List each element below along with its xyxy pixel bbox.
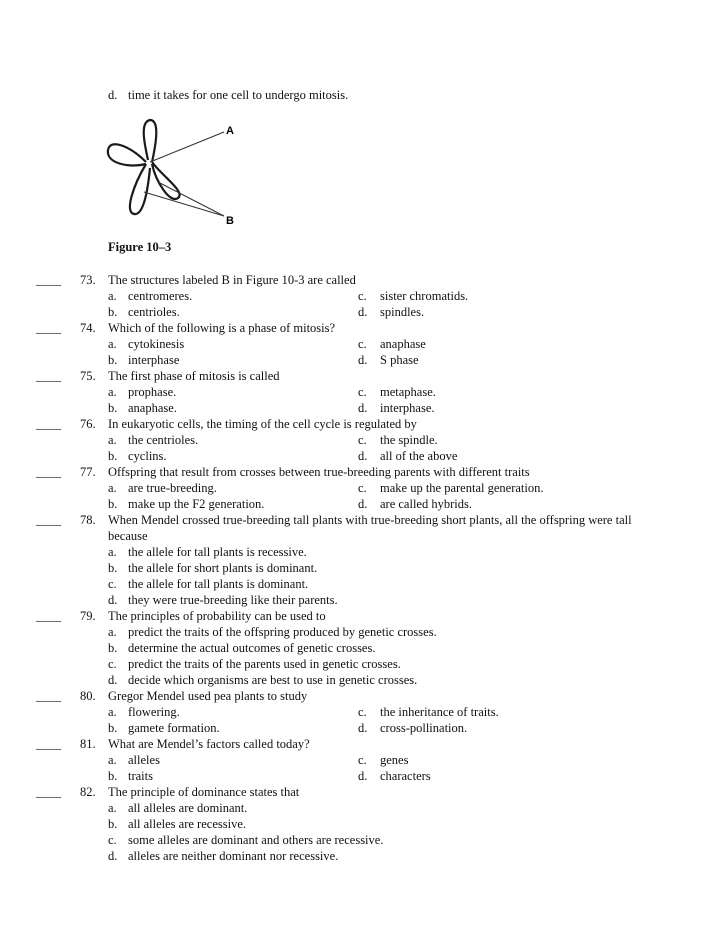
question-stem: Which of the following is a phase of mitosis? bbox=[108, 321, 336, 335]
question-number: 75. bbox=[80, 369, 96, 383]
option-text: anaphase. bbox=[128, 401, 177, 415]
option-letter: d. bbox=[358, 497, 368, 511]
answer-blank[interactable]: ____ bbox=[36, 513, 61, 527]
option-text: interphase. bbox=[380, 401, 435, 415]
question-number: 81. bbox=[80, 737, 96, 751]
answer-blank[interactable]: ____ bbox=[36, 321, 61, 335]
option-letter: b. bbox=[108, 305, 118, 319]
option-text: cyclins. bbox=[128, 449, 167, 463]
option-letter: c. bbox=[358, 705, 367, 719]
option-letter: d. bbox=[108, 849, 118, 863]
option-letter: a. bbox=[108, 801, 117, 815]
option-letter: d. bbox=[358, 769, 368, 783]
option-text: are called hybrids. bbox=[380, 497, 472, 511]
option-text: predict the traits of the parents used in genetic crosses. bbox=[128, 657, 401, 671]
question-stem: Gregor Mendel used pea plants to study bbox=[108, 689, 308, 703]
question-stem: The structures labeled B in Figure 10-3 are called bbox=[108, 273, 356, 287]
question-number: 82. bbox=[80, 785, 96, 799]
option-text: centromeres. bbox=[128, 289, 193, 303]
option-letter: a. bbox=[108, 385, 117, 399]
option-text: sister chromatids. bbox=[380, 289, 469, 303]
question-number: 74. bbox=[80, 321, 96, 335]
label-a: A bbox=[226, 125, 234, 137]
option-letter: a. bbox=[108, 481, 117, 495]
option-text: gamete formation. bbox=[128, 721, 220, 735]
answer-blank[interactable]: ____ bbox=[36, 609, 61, 623]
option-letter: b. bbox=[108, 401, 118, 415]
option-text: S phase bbox=[380, 353, 419, 367]
question-stem: What are Mendel’s factors called today? bbox=[108, 737, 310, 751]
option-text: decide which organisms are best to use in genetic crosses. bbox=[128, 673, 418, 687]
answer-blank[interactable]: ____ bbox=[36, 689, 61, 703]
option-letter: b. bbox=[108, 561, 118, 575]
question-stem: The principle of dominance states that bbox=[108, 785, 300, 799]
option-text: the allele for tall plants is dominant. bbox=[128, 577, 309, 591]
option-text: make up the parental generation. bbox=[380, 481, 544, 495]
question-stem: In eukaryotic cells, the timing of the cell cycle is regulated by bbox=[108, 417, 417, 431]
option-text: the allele for short plants is dominant. bbox=[128, 561, 318, 575]
option-text: traits bbox=[128, 769, 153, 783]
question-stem-continued: because bbox=[108, 529, 148, 543]
label-b: B bbox=[226, 215, 234, 227]
answer-blank[interactable]: ____ bbox=[36, 737, 61, 751]
option-letter: b. bbox=[108, 449, 118, 463]
option-text: alleles bbox=[128, 753, 160, 767]
option-letter: d. bbox=[358, 449, 368, 463]
option-text: metaphase. bbox=[380, 385, 436, 399]
answer-blank[interactable]: ____ bbox=[36, 369, 61, 383]
option-text: cytokinesis bbox=[128, 337, 185, 351]
option-text: centrioles. bbox=[128, 305, 180, 319]
answer-blank[interactable]: ____ bbox=[36, 785, 61, 799]
option-text: anaphase bbox=[380, 337, 426, 351]
prev-question-option-d-letter: d. bbox=[108, 88, 118, 102]
option-letter: c. bbox=[108, 833, 117, 847]
option-letter: c. bbox=[358, 753, 367, 767]
option-text: are true-breeding. bbox=[128, 481, 217, 495]
answer-blank[interactable]: ____ bbox=[36, 465, 61, 479]
option-letter: c. bbox=[108, 657, 117, 671]
question-number: 76. bbox=[80, 417, 96, 431]
option-text: the allele for tall plants is recessive. bbox=[128, 545, 307, 559]
option-text: the spindle. bbox=[380, 433, 438, 447]
chromosome-shape bbox=[108, 120, 180, 214]
chromatid-arm-upper-left bbox=[108, 144, 146, 165]
option-text: all alleles are recessive. bbox=[128, 817, 246, 831]
option-letter: c. bbox=[358, 433, 367, 447]
option-text: they were true-breeding like their parents. bbox=[128, 593, 338, 607]
option-letter: a. bbox=[108, 337, 117, 351]
option-letter: b. bbox=[108, 353, 118, 367]
option-text: make up the F2 generation. bbox=[128, 497, 265, 511]
option-text: flowering. bbox=[128, 705, 180, 719]
question-number: 77. bbox=[80, 465, 96, 479]
option-text: all alleles are dominant. bbox=[128, 801, 248, 815]
question-stem: The principles of probability can be used to bbox=[108, 609, 326, 623]
option-letter: c. bbox=[358, 289, 367, 303]
option-letter: d. bbox=[358, 401, 368, 415]
chromatid-arm-upper-right bbox=[144, 120, 157, 162]
option-letter: c. bbox=[358, 481, 367, 495]
question-number: 79. bbox=[80, 609, 96, 623]
option-text: some alleles are dominant and others are recessive. bbox=[128, 833, 384, 847]
answer-blank[interactable]: ____ bbox=[36, 273, 61, 287]
chromatid-arm-lower-left bbox=[130, 164, 150, 214]
option-letter: d. bbox=[358, 721, 368, 735]
option-text: all of the above bbox=[380, 449, 458, 463]
option-letter: d. bbox=[108, 593, 118, 607]
option-letter: c. bbox=[358, 337, 367, 351]
option-text: interphase bbox=[128, 353, 180, 367]
option-letter: b. bbox=[108, 641, 118, 655]
option-text: predict the traits of the offspring produced by genetic crosses. bbox=[128, 625, 437, 639]
question-number: 73. bbox=[80, 273, 96, 287]
option-text: determine the actual outcomes of genetic crosses. bbox=[128, 641, 376, 655]
option-text: prophase. bbox=[128, 385, 177, 399]
chromatid-arm-lower-right bbox=[152, 162, 180, 199]
option-text: cross-pollination. bbox=[380, 721, 468, 735]
option-letter: b. bbox=[108, 769, 118, 783]
option-letter: d. bbox=[358, 353, 368, 367]
option-letter: b. bbox=[108, 497, 118, 511]
pointer-line-a bbox=[150, 132, 224, 162]
answer-blank[interactable]: ____ bbox=[36, 417, 61, 431]
option-text: spindles. bbox=[380, 305, 425, 319]
option-text: the centrioles. bbox=[128, 433, 199, 447]
option-text: characters bbox=[380, 769, 431, 783]
option-letter: c. bbox=[358, 385, 367, 399]
option-letter: c. bbox=[108, 577, 117, 591]
figure-caption: Figure 10–3 bbox=[108, 240, 172, 254]
chromosome-figure bbox=[98, 112, 258, 237]
question-stem: The first phase of mitosis is called bbox=[108, 369, 280, 383]
option-letter: a. bbox=[108, 625, 117, 639]
question-stem: When Mendel crossed true-breeding tall plants with true-breeding short plants, all the offspring were tall bbox=[108, 513, 632, 527]
option-text: the inheritance of traits. bbox=[380, 705, 499, 719]
question-stem: Offspring that result from crosses between true-breeding parents with different traits bbox=[108, 465, 530, 479]
option-text: genes bbox=[380, 753, 409, 767]
option-letter: b. bbox=[108, 721, 118, 735]
question-number: 78. bbox=[80, 513, 96, 527]
option-letter: a. bbox=[108, 545, 117, 559]
option-letter: d. bbox=[108, 673, 118, 687]
option-letter: b. bbox=[108, 817, 118, 831]
option-letter: d. bbox=[358, 305, 368, 319]
option-text: alleles are neither dominant nor recessive. bbox=[128, 849, 339, 863]
option-letter: a. bbox=[108, 705, 117, 719]
option-letter: a. bbox=[108, 753, 117, 767]
prev-question-option-d-text: time it takes for one cell to undergo mitosis. bbox=[128, 88, 349, 102]
option-letter: a. bbox=[108, 433, 117, 447]
question-number: 80. bbox=[80, 689, 96, 703]
option-letter: a. bbox=[108, 289, 117, 303]
